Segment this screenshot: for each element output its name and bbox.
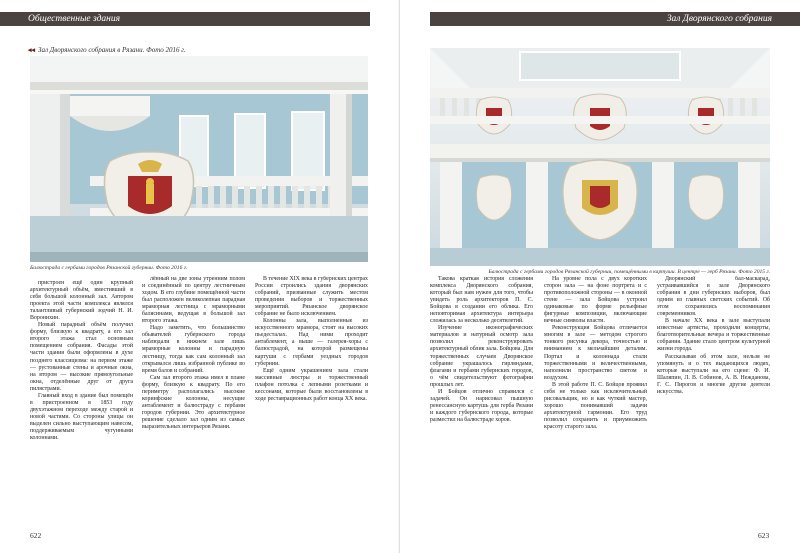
text-column-2 (142, 276, 245, 532)
paragraph: Главный вход в здание был помещён в пристроенном в 1853 году двухэтажном переходе между старой и новой частями. Со стороны улицы он выделен сильно выступающим навесом, поддерживаемым чугунными колоннами. (30, 392, 133, 442)
paragraph: Дворянский бал-маскарад, устраивавшийся в зале Дворянского собрания в дни губернских выборов, был одним из главных светских событий. Об этом сохранились воспоминания современников. (657, 276, 770, 318)
top-caption-text: Зал Дворянского собрания в Рязани. Фото 2016 г. (38, 46, 186, 54)
text-column-3 (255, 276, 368, 532)
paragraph: Рассказывая об этом зале, нельзя не упомянуть и о тех выдающихся людях, которые выступали на его сцене: Ф. И. Шаляпин, Л. В. Собинов, А. В. Нежданова, Г. С. Пирогов и многие другие деятели искусства. (657, 353, 770, 395)
right-photo-caption: Балюстрада с гербами городов Рязанской губернии, помещёнными в картуши. В центре — герб Рязани. Фото 2015 г. (488, 269, 770, 275)
paragraph: Ещё одним украшением зала стали массивные люстры и торжественный плафон потолка с лепными розетками и кессонами, которые были восстановлены в ходе реставрационных работ конца XX века. (255, 367, 368, 402)
paragraph: Надо заметить, что большинство обывателей губернского города наблюдали в нижнем зале лишь мраморные колонны и парадную лестницу, тогда как сам колонный зал открывался лишь избранной публике во время балов и собраний. (142, 325, 245, 374)
paragraph: В начале XX века в зале выступали известные артисты, проходили концерты, благотворительные вечера и торжественные собрания. Здание стало центром культурной жизни города. (657, 318, 770, 353)
paragraph: Сам зал второго этажа имел в плане форму, близкую к квадрату. По его периметру располагались высокие коринфские колонны, несущие антаблемент и балюстраду с гербами городов губернии. Это архитектурное решение сделало зал одним из самых выразительных интерьеров Рязани. (142, 374, 245, 430)
caption-arrow-icon: ◂◂ (28, 46, 36, 54)
paragraph: На уровне пола с двух коротких сторон зала — на фоне портрета и с противоположной стороны — в оконной стене — зала Бойцова устроил одинаковые по форме рельефные фигурные композиции, включающие вечные символы власти. (544, 276, 647, 325)
paragraph: Колонны зала, выполненные из искусственного мрамора, стоят на высоких пьедесталах. Над ними проходит антаблемент, а выше — галерея-хоры с балюстрадой, на которой размещены картуши с гербами уездных городов губернии. (255, 318, 368, 367)
hall-balustrade-illustration-right (430, 48, 770, 266)
paragraph: И Бойцов отлично справился с задачей. Он нарисовал пышную ренессансную картушь для герба Рязани и каждого губернского города, которые разместил на балюстраде хоров. (430, 388, 533, 423)
paragraph: лённый на две зоны утренним полом и соединённый по центру лестничным ходом. В его глубине помещённой части был расположен великолепная парадная мраморная лестница с мраморными балясинами, ведущая в большой зал второго этажа. (142, 276, 245, 325)
paragraph: В этой работе П. С. Бойцов проявил себя не только как исключительный рисовальщик, но и как чуткий мастер, хорошо понимавший задачи архитектурной гармонии. Его труд позволил сохранить и приумножить красоту старого зала. (544, 381, 647, 430)
page-number-right: 623 (758, 531, 770, 540)
page-number-left: 622 (30, 531, 42, 540)
top-caption (28, 46, 186, 54)
hall-balustrade-illustration-left (30, 56, 368, 262)
text-column-1 (30, 280, 133, 532)
left-photo-caption: Балюстрада с гербами городов Рязанской губернии. Фото 2016 г. (30, 265, 188, 271)
left-section-header: Общественные здания (0, 12, 370, 26)
text-column-5 (544, 276, 647, 532)
paragraph: В течение XIX века в губернских центрах России строились здания дворянских собраний, призванные служить местом проведения выборов и торжественных мероприятий. Рязанское дворянское собрание не было исключением. (255, 276, 368, 318)
right-photo (430, 48, 770, 266)
paragraph: Такова краткая история сложения комплекса Дворянского собрания, который был нам нужен для того, чтобы увидеть роль архитекторов П. С. Бойцова в создании его облика. Его неповторимая архитектура интерьера сложилась за несколько десятилетий. (430, 276, 533, 325)
paragraph: пристроен ещё один крупный архитектурный объём, вместивший в себя большой колонный зал. Автором проекта этой части комплекса являлся талантливый губернский зодчий Н. И. Воронихин. (30, 280, 133, 322)
paragraph: Новый парадный объём получил форму, близкую к квадрату, а его зал второго этажа стал основным помещением собрания. Фасады этой части здания были оформлены в духе позднего классицизма: на первом этаже — рустованные стены и арочные окна, на втором — высокие прямоугольные окна, отделённые друг от друга пилястрами. (30, 322, 133, 392)
left-photo (30, 56, 368, 262)
text-column-4 (430, 276, 533, 532)
right-section-header: Зал Дворянского собрания (430, 12, 800, 26)
text-column-6 (657, 276, 770, 532)
paragraph: Изучение иконографических материалов и натурный осмотр зала позволил реконструировать архитектурный облик зала. Бойцова. Для торжественных случаев Дворянское собрание украшалось гирляндами, флагами и гербами губернских городов, о чём свидетельствуют фотографии прошлых лет. (430, 325, 533, 388)
paragraph: Реконструкция Бойцова отличается многим в зале — методом строгого тонкого рисунка декора, точностью и вниманием к мельчайшим деталям. Портал и колоннада стали торжественными и величественными, наполнили пространство светом и воздухом. (544, 325, 647, 381)
